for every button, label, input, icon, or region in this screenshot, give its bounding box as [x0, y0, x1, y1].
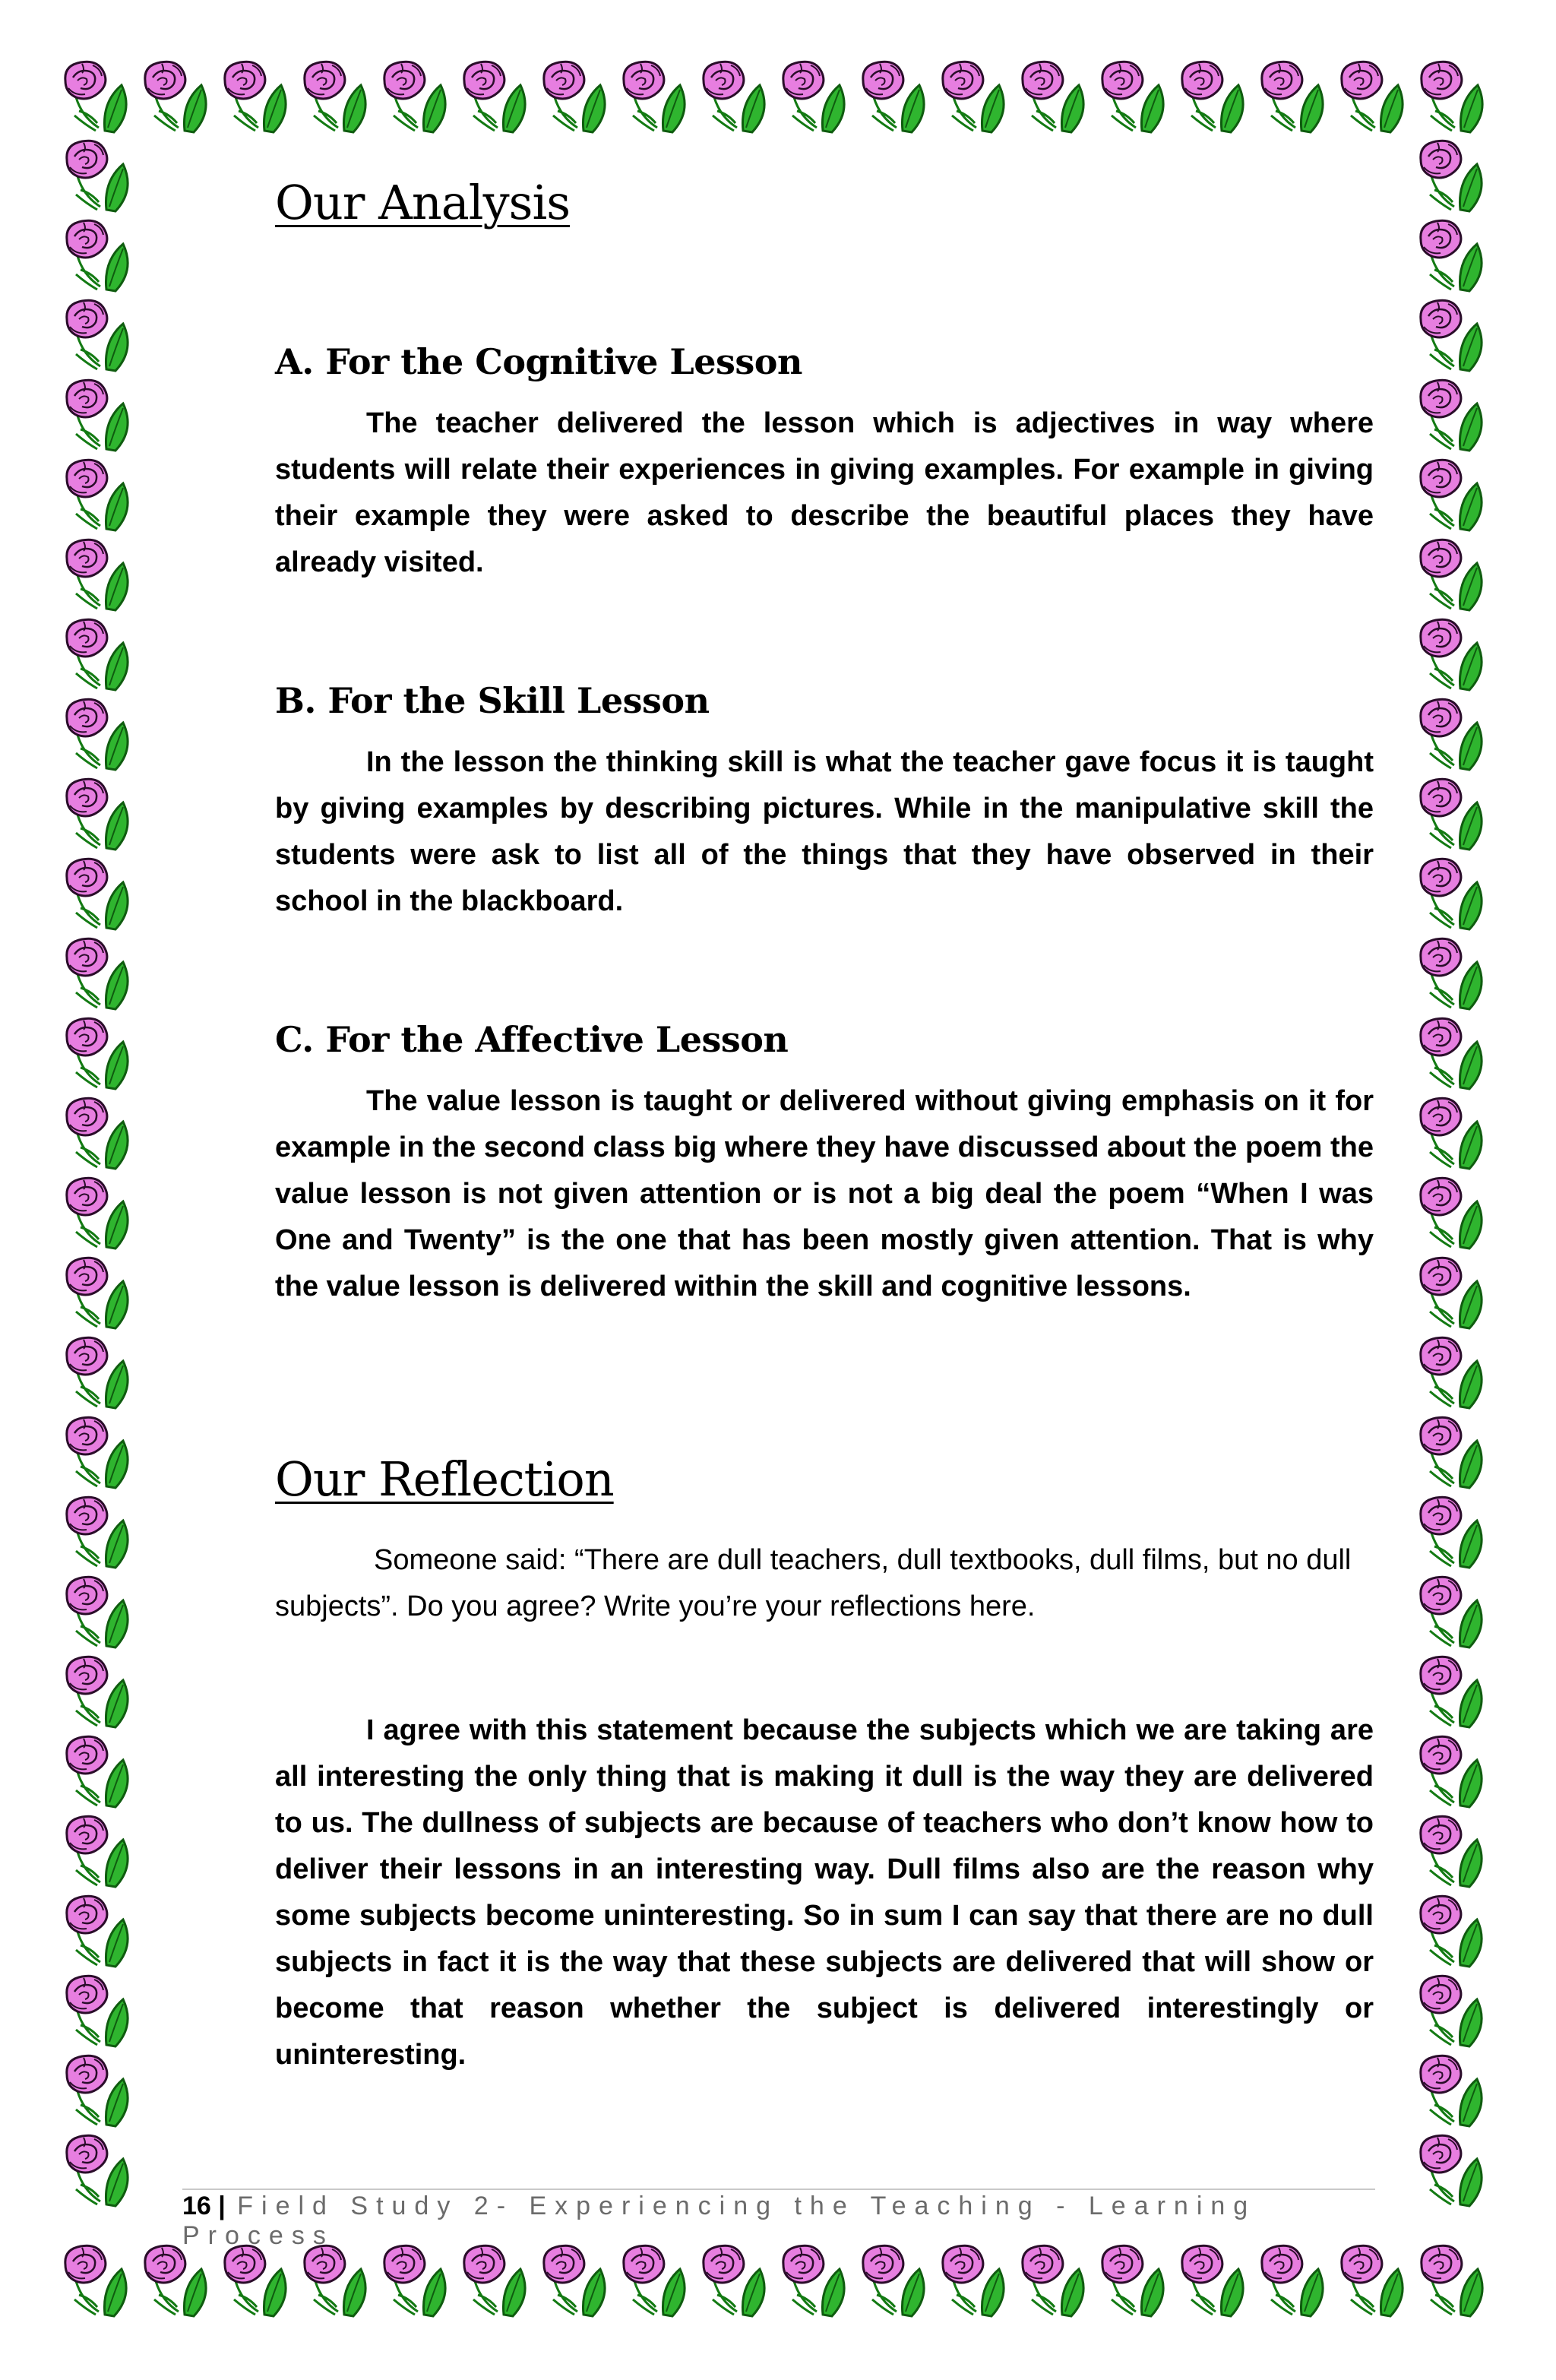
rose-icon [1342, 2245, 1403, 2316]
rose-icon [67, 1816, 128, 1887]
rose-icon [1421, 1178, 1482, 1249]
rose-icon [1421, 1577, 1482, 1647]
reflection-prompt: Someone said: “There are dull teachers, dull textbooks, dull films, but no dull subjects”. Do you agree? Write you’re your reflections here. [275, 1544, 1352, 1622]
rose-icon [67, 1258, 128, 1328]
rose-icon [1421, 1258, 1482, 1328]
rose-icon [1421, 1417, 1482, 1488]
rose-icon [67, 699, 128, 770]
rose-icon [145, 62, 206, 132]
section-b-text: In the lesson the thinking skill is what the teacher gave focus it is taught by giving examples by describing pictures. While in the manipulative skill the students were ask to list all of the things that they have observed in their school in the blackboard. [275, 746, 1374, 917]
reflection-answer: I agree with this statement because the subjects which we are taking are all interesting the only thing that is making it dull is the way they are delivered to us. The dullness of subjects are because of teachers who don’t know how to deliver their lessons in an interesting way. Dull films also are the reason why some subjects become uninteresting. So in sum I can say that there are no dull subjects in fact it is the way that these subjects are delivered that will show or become that reason whether the subject is delivered interestingly or uninteresting. [275, 1714, 1374, 2071]
rose-icon [145, 2245, 206, 2316]
rose-icon [1421, 300, 1482, 371]
rose-icon [1421, 1896, 1482, 1967]
rose-icon [67, 1098, 128, 1169]
rose-icon [1421, 699, 1482, 770]
rose-icon [1421, 779, 1482, 850]
rose-icon [1342, 62, 1403, 132]
rose-icon [225, 62, 286, 132]
rose-icon [67, 1976, 128, 2046]
rose-icon [1421, 1816, 1482, 1887]
rose-icon [704, 2245, 764, 2316]
rose-icon [624, 2245, 685, 2316]
rose-icon [1421, 1018, 1482, 1089]
rose-icon [943, 62, 1004, 132]
rose-icon [1421, 1976, 1482, 2046]
rose-icon [67, 141, 128, 211]
rose-icon [1262, 2245, 1323, 2316]
rose-icon [863, 2245, 924, 2316]
rose-icon [1182, 62, 1243, 132]
page-number: 16 [182, 2192, 211, 2220]
rose-icon [305, 2245, 365, 2316]
rose-icon [1421, 938, 1482, 1009]
rose-icon [1421, 460, 1482, 530]
section-a-text: The teacher delivered the lesson which is adjectives in way where students will relate their experiences in giving examples. For example in giving their example they were asked to describe the beautiful places they have already visited. [275, 407, 1374, 578]
rose-icon [67, 938, 128, 1009]
rose-icon [1262, 62, 1323, 132]
footer-title: Field Study 2- Experiencing the Teaching - Learning Process [182, 2192, 1257, 2250]
rose-icon [67, 2056, 128, 2126]
rose-icon [67, 619, 128, 690]
rose-icon [1421, 540, 1482, 610]
section-c-heading: C. For the Affective Lesson [275, 1019, 789, 1060]
rose-icon [1023, 62, 1083, 132]
rose-icon [1102, 62, 1163, 132]
rose-icon [1421, 1497, 1482, 1568]
rose-icon [1023, 2245, 1083, 2316]
rose-icon [1421, 141, 1482, 211]
rose-icon [67, 1896, 128, 1967]
rose-icon [1421, 2056, 1482, 2126]
rose-icon [863, 62, 924, 132]
section-b-heading: B. For the Skill Lesson [275, 680, 710, 721]
reflection-title: Our Reflection [275, 1451, 614, 1507]
rose-icon [67, 460, 128, 530]
rose-icon [384, 2245, 445, 2316]
rose-icon [1421, 1657, 1482, 1727]
page-footer [182, 2189, 1375, 2251]
rose-icon [464, 62, 525, 132]
rose-icon [67, 220, 128, 291]
rose-icon [67, 1577, 128, 1647]
rose-icon [67, 859, 128, 929]
rose-icon [67, 779, 128, 850]
rose-icon [544, 2245, 605, 2316]
rose-icon [464, 2245, 525, 2316]
footer-separator: | [218, 2192, 226, 2220]
rose-icon [783, 62, 844, 132]
section-a-heading: A. For the Cognitive Lesson [275, 341, 802, 382]
rose-icon [67, 380, 128, 451]
rose-icon [783, 2245, 844, 2316]
rose-icon [943, 2245, 1004, 2316]
rose-icon [384, 62, 445, 132]
rose-icon [67, 300, 128, 371]
rose-icon [67, 1337, 128, 1408]
rose-icon [1421, 2135, 1482, 2206]
rose-icon [305, 62, 365, 132]
rose-icon [544, 62, 605, 132]
rose-icon [1421, 859, 1482, 929]
rose-icon [1421, 220, 1482, 291]
rose-icon [1421, 1098, 1482, 1169]
rose-icon [67, 1497, 128, 1568]
rose-icon [1421, 1736, 1482, 1807]
rose-icon [65, 62, 126, 132]
rose-icon [1421, 619, 1482, 690]
rose-icon [67, 1736, 128, 1807]
rose-icon [67, 2135, 128, 2206]
rose-icon [67, 1018, 128, 1089]
rose-icon [1102, 2245, 1163, 2316]
rose-icon [1421, 380, 1482, 451]
analysis-title: Our Analysis [275, 175, 571, 230]
rose-icon [1421, 1337, 1482, 1408]
section-c-text: The value lesson is taught or delivered without giving emphasis on it for example in the second class big where they have discussed about the poem the value lesson is not given attention or is not a big deal the poem “When I was One and Twenty” is the one that has been mostly given attention. That is why the value lesson is delivered within the skill and cognitive lessons. [275, 1085, 1374, 1302]
rose-icon [1182, 2245, 1243, 2316]
rose-icon [67, 1657, 128, 1727]
rose-icon [624, 62, 685, 132]
rose-icon [1422, 62, 1482, 132]
rose-icon [704, 62, 764, 132]
rose-icon [225, 2245, 286, 2316]
rose-icon [1422, 2245, 1482, 2316]
page-content [275, 175, 1374, 2078]
rose-icon [67, 1417, 128, 1488]
rose-icon [67, 1178, 128, 1249]
rose-icon [65, 2245, 126, 2316]
rose-icon [67, 540, 128, 610]
